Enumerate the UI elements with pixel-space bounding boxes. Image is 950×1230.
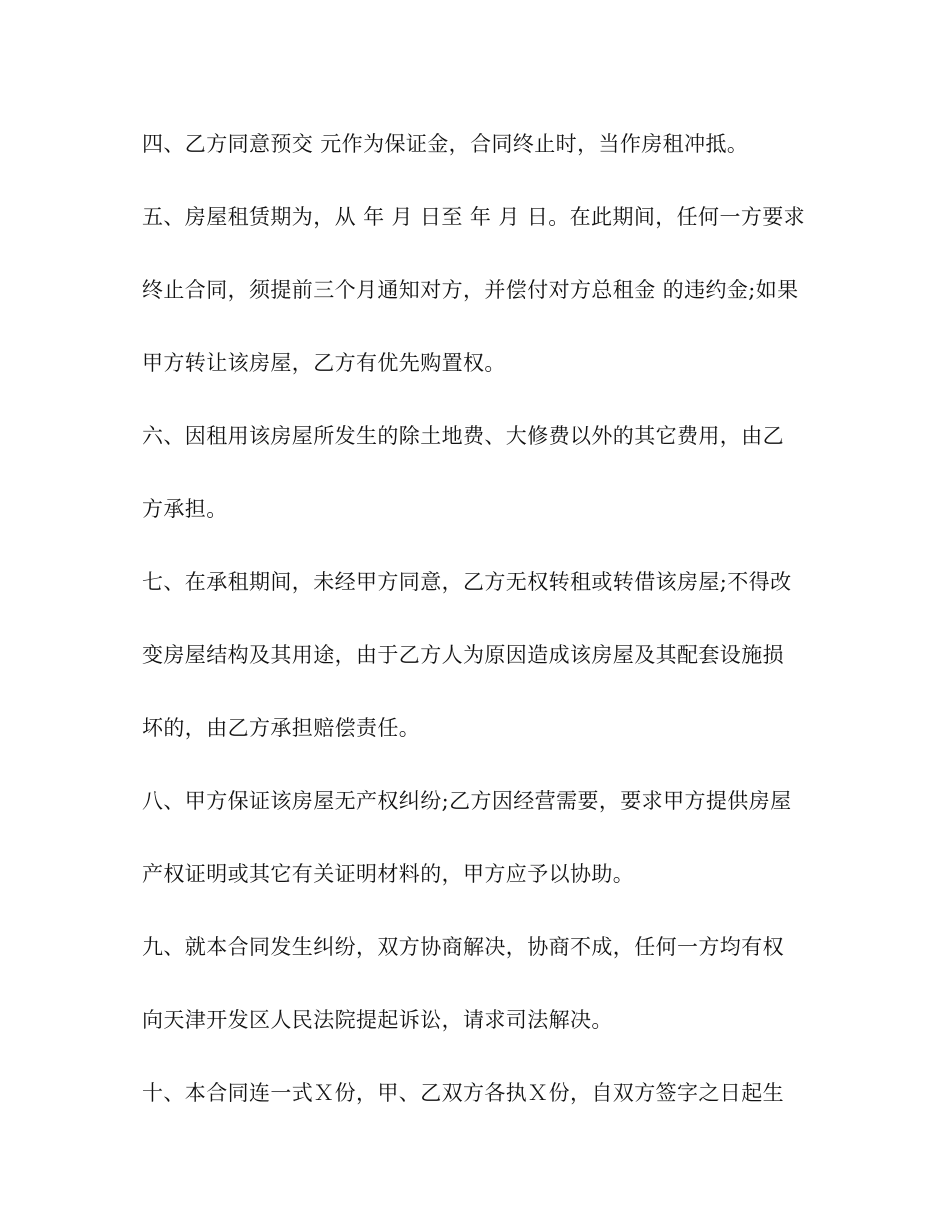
text-line: 甲方转让该房屋，乙方有优先购置权。: [142, 351, 506, 375]
text-line: 九、就本合同发生纠纷，双方协商解决，协商不成，任何一方均有权: [142, 935, 784, 959]
text-line: 变房屋结构及其用途，由于乙方人为原因造成该房屋及其配套设施损: [142, 643, 784, 667]
text-line: 八、甲方保证该房屋无产权纠纷;乙方因经营需要，要求甲方提供房屋: [142, 789, 792, 813]
text-line: 向天津开发区人民法院提起诉讼，请求司法解决。: [142, 1008, 613, 1032]
text-line: 十、本合同连一式Ｘ份，甲、乙双方各执Ｘ份，自双方签字之日起生: [142, 1081, 784, 1105]
text-line: 四、乙方同意预交 元作为保证金，合同终止时，当作房租冲抵。: [142, 132, 749, 156]
text-line: 方承担。: [142, 497, 228, 521]
text-line: 产权证明或其它有关证明材料的，甲方应予以协助。: [142, 862, 635, 886]
text-line: 六、因租用该房屋所发生的除土地费、大修费以外的其它费用，由乙: [142, 424, 784, 448]
text-line: 七、在承租期间，未经甲方同意，乙方无权转租或转借该房屋;不得改: [142, 570, 792, 594]
text-line: 坏的，由乙方承担赔偿责任。: [142, 716, 421, 740]
text-line: 五、房屋租赁期为，从 年 月 日至 年 月 日。在此期间，任何一方要求: [142, 205, 806, 229]
text-line: 终止合同，须提前三个月通知对方，并偿付对方总租金 的违约金;如果: [142, 278, 799, 302]
